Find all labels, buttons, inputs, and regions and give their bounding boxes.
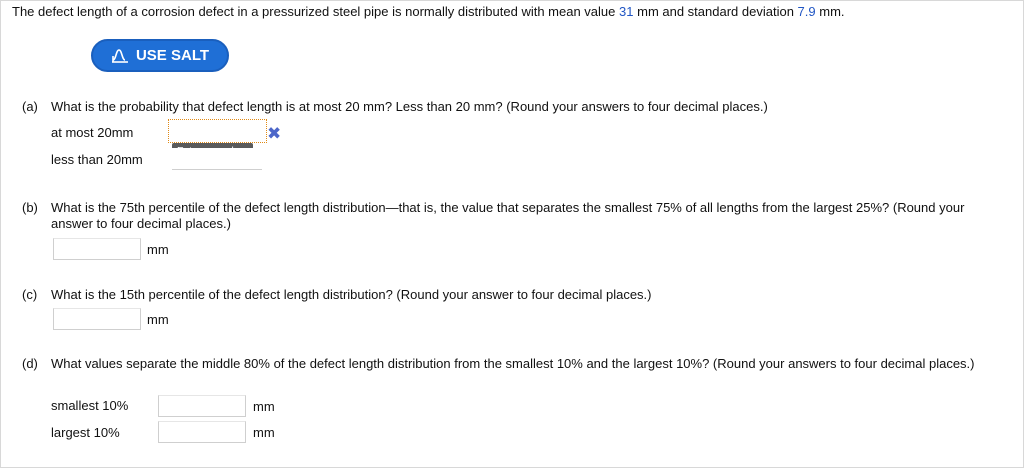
part-a-label: (a)	[22, 99, 38, 114]
part-c-question: What is the 15th percentile of the defect length distribution? (Round your answer to four decimal places.)	[51, 287, 652, 302]
at-most-20mm-input[interactable]	[168, 119, 267, 143]
intro-mid: mm and standard deviation	[637, 4, 794, 19]
use-salt-label: USE SALT	[135, 47, 210, 64]
mean-value: 31	[619, 4, 634, 19]
x-mark-icon: ✖	[267, 124, 282, 143]
smallest-10-input[interactable]	[158, 395, 246, 417]
use-salt-button[interactable]	[91, 39, 229, 72]
largest-10-unit: mm	[253, 425, 275, 440]
intro-suffix: mm.	[819, 4, 845, 19]
part-d-question: What values separate the middle 80% of the defect length distribution from the smallest 10% and the largest 10%? (Round your answers to four decimal places.)	[51, 356, 975, 371]
part-b-label: (b)	[22, 200, 38, 215]
intro-text	[12, 4, 845, 19]
largest-10-input[interactable]	[158, 421, 246, 443]
largest-10-label: largest 10%	[51, 425, 120, 440]
smallest-10-unit: mm	[253, 399, 275, 414]
smallest-10-label: smallest 10%	[51, 398, 129, 413]
salt-graph-icon	[111, 48, 129, 63]
intro-prefix: The defect length of a corrosion defect in a pressurized steel pipe is normally distributed with mean value	[12, 4, 616, 19]
part-c-label: (c)	[22, 287, 38, 302]
less-than-20mm-input[interactable]	[172, 148, 262, 170]
part-c-unit: mm	[147, 312, 169, 327]
part-a-question: What is the probability that defect length is at most 20 mm? Less than 20 mm? (Round your answers to four decimal places.)	[51, 99, 768, 114]
less-than-20mm-label: less than 20mm	[51, 152, 143, 167]
sd-value: 7.9	[797, 4, 816, 19]
part-d-label: (d)	[22, 356, 38, 371]
at-most-20mm-label: at most 20mm	[51, 125, 134, 140]
part-b-unit: mm	[147, 242, 169, 257]
15th-percentile-input[interactable]	[53, 308, 141, 330]
75th-percentile-input[interactable]	[53, 238, 141, 260]
part-b-question: What is the 75th percentile of the defect length distribution—that is, the value that separates the smallest 75% of all lengths from the largest 25%? (Round your answer to four decimal places.)	[51, 200, 965, 231]
